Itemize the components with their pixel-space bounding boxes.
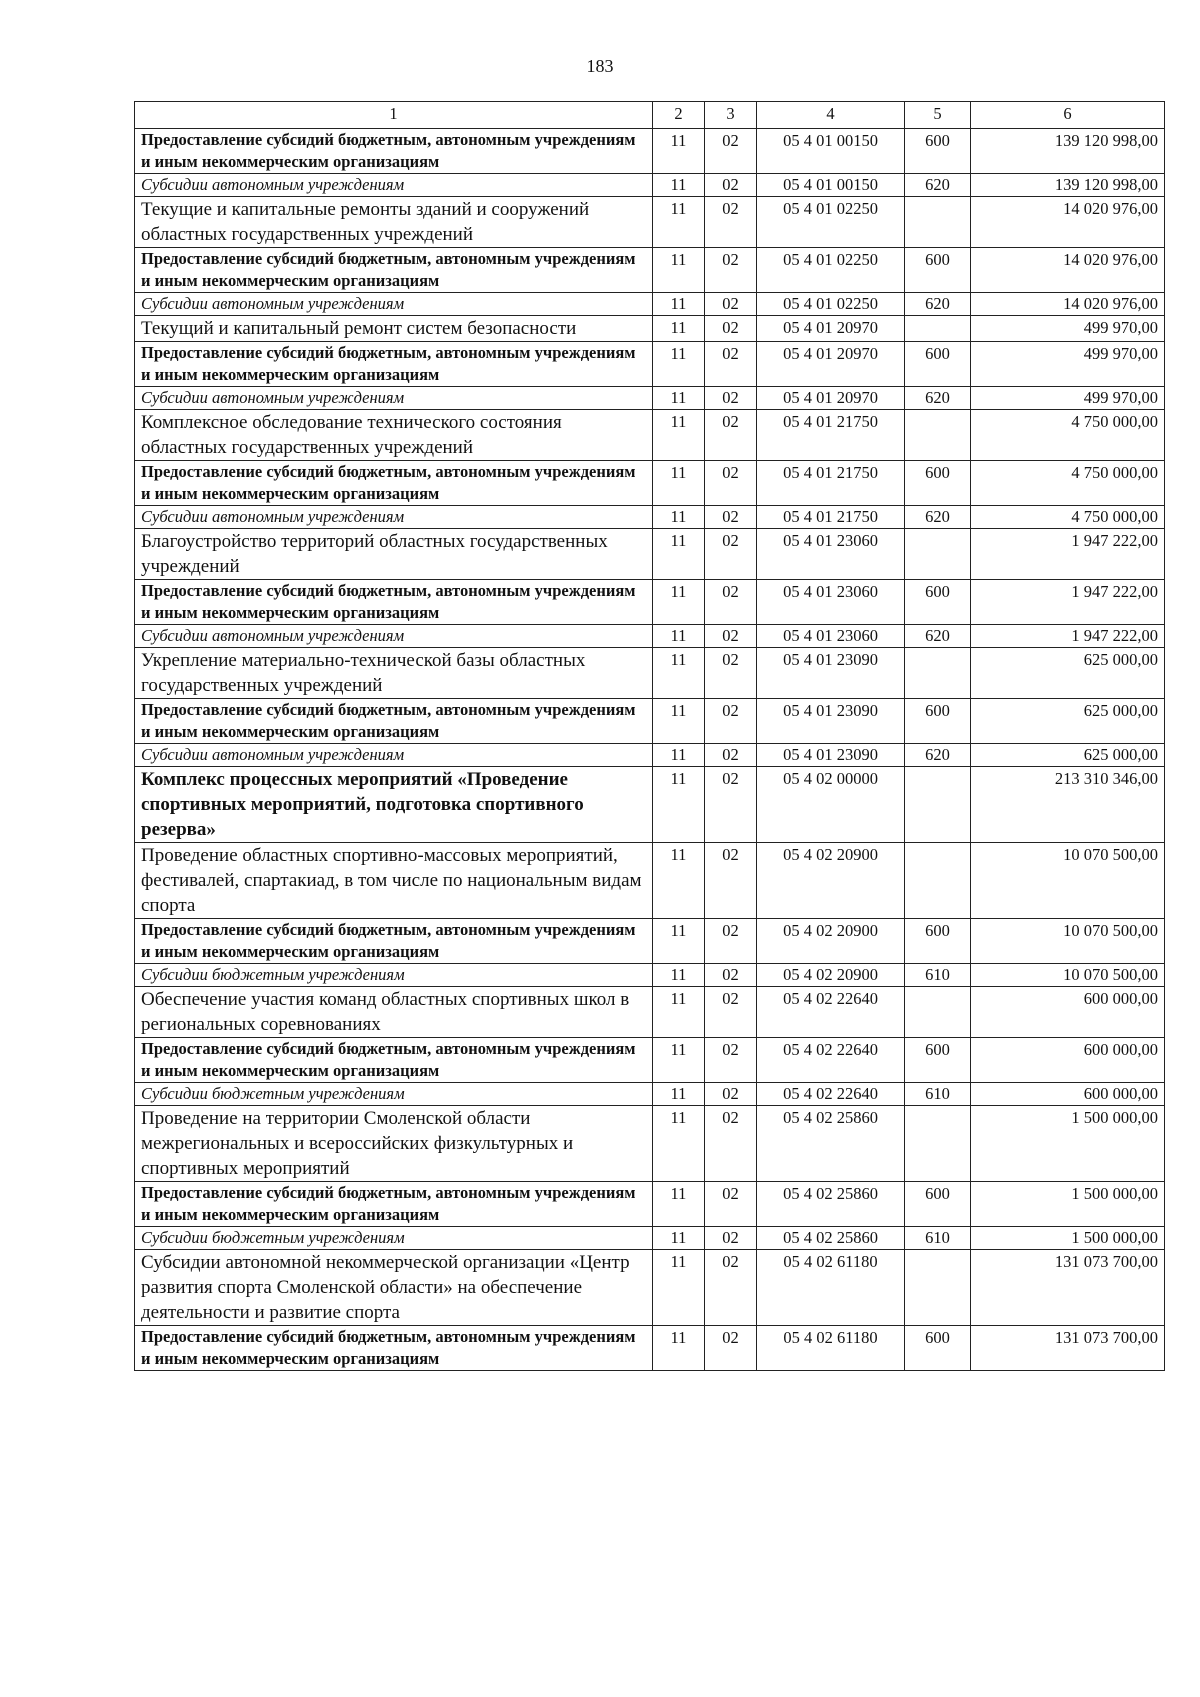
row-name-cell: Субсидии бюджетным учреждениям — [135, 1227, 653, 1250]
row-name-cell: Предоставление субсидий бюджетным, автономным учреждениям и иным некоммерческим организациям — [135, 129, 653, 174]
table-row — [135, 1326, 1165, 1371]
subsection-cell: 02 — [705, 744, 757, 767]
subsection-cell: 02 — [705, 1106, 757, 1182]
table-row — [135, 248, 1165, 293]
section-cell: 11 — [653, 387, 705, 410]
expense-type-cell: 600 — [905, 129, 971, 174]
amount-cell: 139 120 998,00 — [971, 174, 1165, 197]
expense-type-cell: 620 — [905, 387, 971, 410]
section-cell: 11 — [653, 1038, 705, 1083]
section-cell: 11 — [653, 1326, 705, 1371]
subsection-cell: 02 — [705, 767, 757, 843]
subsection-cell: 02 — [705, 461, 757, 506]
expense-type-cell: 600 — [905, 461, 971, 506]
column-header: 1 — [135, 102, 653, 129]
target-code-cell: 05 4 01 23090 — [757, 699, 905, 744]
target-code-cell: 05 4 02 22640 — [757, 1083, 905, 1106]
section-cell: 11 — [653, 174, 705, 197]
amount-cell: 14 020 976,00 — [971, 293, 1165, 316]
table-row — [135, 987, 1165, 1038]
subsection-cell: 02 — [705, 964, 757, 987]
table-row — [135, 1250, 1165, 1326]
target-code-cell: 05 4 02 22640 — [757, 1038, 905, 1083]
amount-cell: 1 947 222,00 — [971, 580, 1165, 625]
row-name-cell: Укрепление материально-технической базы областных государственных учреждений — [135, 648, 653, 699]
row-name-cell: Субсидии автономной некоммерческой организации «Центр развития спорта Смоленской области» на обеспечение деятельности и развитие спорта — [135, 1250, 653, 1326]
subsection-cell: 02 — [705, 648, 757, 699]
expense-type-cell: 600 — [905, 1326, 971, 1371]
target-code-cell: 05 4 01 23060 — [757, 529, 905, 580]
expense-type-cell: 600 — [905, 580, 971, 625]
section-cell: 11 — [653, 843, 705, 919]
target-code-cell: 05 4 01 21750 — [757, 461, 905, 506]
table-row — [135, 1182, 1165, 1227]
table-row — [135, 506, 1165, 529]
target-code-cell: 05 4 02 61180 — [757, 1250, 905, 1326]
expense-type-cell: 600 — [905, 919, 971, 964]
target-code-cell: 05 4 02 25860 — [757, 1106, 905, 1182]
expense-type-cell — [905, 1250, 971, 1326]
header-row — [135, 102, 1165, 129]
amount-cell: 131 073 700,00 — [971, 1250, 1165, 1326]
target-code-cell: 05 4 01 20970 — [757, 342, 905, 387]
amount-cell: 14 020 976,00 — [971, 197, 1165, 248]
target-code-cell: 05 4 01 20970 — [757, 316, 905, 342]
row-name-cell: Предоставление субсидий бюджетным, автономным учреждениям и иным некоммерческим организациям — [135, 342, 653, 387]
table-row — [135, 843, 1165, 919]
amount-cell: 131 073 700,00 — [971, 1326, 1165, 1371]
row-name-cell: Предоставление субсидий бюджетным, автономным учреждениям и иным некоммерческим организациям — [135, 580, 653, 625]
section-cell: 11 — [653, 197, 705, 248]
subsection-cell: 02 — [705, 316, 757, 342]
target-code-cell: 05 4 02 20900 — [757, 964, 905, 987]
table-row — [135, 529, 1165, 580]
subsection-cell: 02 — [705, 843, 757, 919]
subsection-cell: 02 — [705, 174, 757, 197]
target-code-cell: 05 4 01 23060 — [757, 625, 905, 648]
table-row — [135, 964, 1165, 987]
section-cell: 11 — [653, 625, 705, 648]
target-code-cell: 05 4 02 25860 — [757, 1182, 905, 1227]
section-cell: 11 — [653, 964, 705, 987]
target-code-cell: 05 4 02 20900 — [757, 843, 905, 919]
expense-type-cell: 610 — [905, 964, 971, 987]
table-row — [135, 342, 1165, 387]
expense-type-cell: 600 — [905, 248, 971, 293]
amount-cell: 625 000,00 — [971, 744, 1165, 767]
amount-cell: 139 120 998,00 — [971, 129, 1165, 174]
target-code-cell: 05 4 01 23090 — [757, 648, 905, 699]
expense-type-cell — [905, 767, 971, 843]
page-number: 183 — [586, 56, 614, 76]
subsection-cell: 02 — [705, 1182, 757, 1227]
section-cell: 11 — [653, 1182, 705, 1227]
table-body — [135, 129, 1165, 1371]
row-name-cell: Субсидии автономным учреждениям — [135, 387, 653, 410]
target-code-cell: 05 4 01 02250 — [757, 248, 905, 293]
amount-cell: 1 500 000,00 — [971, 1182, 1165, 1227]
table-row — [135, 919, 1165, 964]
subsection-cell: 02 — [705, 1250, 757, 1326]
table-row — [135, 580, 1165, 625]
subsection-cell: 02 — [705, 987, 757, 1038]
table-row — [135, 1038, 1165, 1083]
row-name-cell: Субсидии автономным учреждениям — [135, 744, 653, 767]
table-row — [135, 387, 1165, 410]
target-code-cell: 05 4 01 23090 — [757, 744, 905, 767]
row-name-cell: Текущие и капитальные ремонты зданий и сооружений областных государственных учреждений — [135, 197, 653, 248]
subsection-cell: 02 — [705, 197, 757, 248]
row-name-cell: Благоустройство территорий областных государственных учреждений — [135, 529, 653, 580]
amount-cell: 14 020 976,00 — [971, 248, 1165, 293]
row-name-cell: Проведение на территории Смоленской области межрегиональных и всероссийских физкультурных и спортивных мероприятий — [135, 1106, 653, 1182]
amount-cell: 625 000,00 — [971, 699, 1165, 744]
subsection-cell: 02 — [705, 387, 757, 410]
subsection-cell: 02 — [705, 529, 757, 580]
table-row — [135, 293, 1165, 316]
amount-cell: 499 970,00 — [971, 316, 1165, 342]
row-name-cell: Субсидии автономным учреждениям — [135, 174, 653, 197]
expense-type-cell: 620 — [905, 293, 971, 316]
expense-type-cell: 620 — [905, 625, 971, 648]
amount-cell: 1 947 222,00 — [971, 625, 1165, 648]
expense-type-cell — [905, 843, 971, 919]
row-name-cell: Предоставление субсидий бюджетным, автономным учреждениям и иным некоммерческим организациям — [135, 1038, 653, 1083]
section-cell: 11 — [653, 293, 705, 316]
subsection-cell: 02 — [705, 506, 757, 529]
table-row — [135, 129, 1165, 174]
target-code-cell: 05 4 01 02250 — [757, 293, 905, 316]
expense-type-cell: 600 — [905, 1038, 971, 1083]
section-cell: 11 — [653, 919, 705, 964]
row-name-cell: Предоставление субсидий бюджетным, автономным учреждениям и иным некоммерческим организациям — [135, 919, 653, 964]
subsection-cell: 02 — [705, 342, 757, 387]
target-code-cell: 05 4 01 21750 — [757, 506, 905, 529]
section-cell: 11 — [653, 1106, 705, 1182]
table-row — [135, 1227, 1165, 1250]
target-code-cell: 05 4 02 61180 — [757, 1326, 905, 1371]
section-cell: 11 — [653, 648, 705, 699]
table-row — [135, 744, 1165, 767]
amount-cell: 600 000,00 — [971, 987, 1165, 1038]
amount-cell: 10 070 500,00 — [971, 843, 1165, 919]
section-cell: 11 — [653, 1250, 705, 1326]
target-code-cell: 05 4 02 22640 — [757, 987, 905, 1038]
row-name-cell: Предоставление субсидий бюджетным, автономным учреждениям и иным некоммерческим организациям — [135, 1182, 653, 1227]
table-row — [135, 461, 1165, 506]
row-name-cell: Предоставление субсидий бюджетным, автономным учреждениям и иным некоммерческим организациям — [135, 699, 653, 744]
subsection-cell: 02 — [705, 699, 757, 744]
row-name-cell: Субсидии автономным учреждениям — [135, 293, 653, 316]
amount-cell: 4 750 000,00 — [971, 461, 1165, 506]
table-row — [135, 699, 1165, 744]
expense-type-cell: 600 — [905, 342, 971, 387]
section-cell: 11 — [653, 129, 705, 174]
subsection-cell: 02 — [705, 1038, 757, 1083]
expense-type-cell: 610 — [905, 1227, 971, 1250]
expense-type-cell — [905, 648, 971, 699]
amount-cell: 600 000,00 — [971, 1038, 1165, 1083]
subsection-cell: 02 — [705, 919, 757, 964]
expense-type-cell: 620 — [905, 744, 971, 767]
amount-cell: 600 000,00 — [971, 1083, 1165, 1106]
expense-type-cell — [905, 410, 971, 461]
row-name-cell: Субсидии бюджетным учреждениям — [135, 1083, 653, 1106]
expense-type-cell — [905, 197, 971, 248]
expense-type-cell — [905, 987, 971, 1038]
amount-cell: 1 500 000,00 — [971, 1106, 1165, 1182]
column-header: 6 — [971, 102, 1165, 129]
subsection-cell: 02 — [705, 625, 757, 648]
target-code-cell: 05 4 01 23060 — [757, 580, 905, 625]
subsection-cell: 02 — [705, 580, 757, 625]
section-cell: 11 — [653, 1083, 705, 1106]
amount-cell: 1 947 222,00 — [971, 529, 1165, 580]
target-code-cell: 05 4 01 20970 — [757, 387, 905, 410]
subsection-cell: 02 — [705, 1227, 757, 1250]
amount-cell: 10 070 500,00 — [971, 919, 1165, 964]
row-name-cell: Предоставление субсидий бюджетным, автономным учреждениям и иным некоммерческим организациям — [135, 248, 653, 293]
expense-type-cell: 610 — [905, 1083, 971, 1106]
subsection-cell: 02 — [705, 248, 757, 293]
subsection-cell: 02 — [705, 410, 757, 461]
target-code-cell: 05 4 01 00150 — [757, 129, 905, 174]
expense-type-cell: 600 — [905, 699, 971, 744]
amount-cell: 625 000,00 — [971, 648, 1165, 699]
amount-cell: 499 970,00 — [971, 342, 1165, 387]
subsection-cell: 02 — [705, 293, 757, 316]
table-row — [135, 767, 1165, 843]
table-row — [135, 316, 1165, 342]
column-header: 5 — [905, 102, 971, 129]
section-cell: 11 — [653, 529, 705, 580]
target-code-cell: 05 4 02 00000 — [757, 767, 905, 843]
table-row — [135, 1083, 1165, 1106]
column-header: 3 — [705, 102, 757, 129]
section-cell: 11 — [653, 248, 705, 293]
column-header: 4 — [757, 102, 905, 129]
row-name-cell: Комплекс процессных мероприятий «Проведение спортивных мероприятий, подготовка спортивного резерва» — [135, 767, 653, 843]
amount-cell: 4 750 000,00 — [971, 506, 1165, 529]
section-cell: 11 — [653, 461, 705, 506]
target-code-cell: 05 4 02 20900 — [757, 919, 905, 964]
row-name-cell: Комплексное обследование технического состояния областных государственных учреждений — [135, 410, 653, 461]
row-name-cell: Субсидии бюджетным учреждениям — [135, 964, 653, 987]
target-code-cell: 05 4 01 02250 — [757, 197, 905, 248]
expense-type-cell — [905, 529, 971, 580]
amount-cell: 10 070 500,00 — [971, 964, 1165, 987]
section-cell: 11 — [653, 744, 705, 767]
row-name-cell: Обеспечение участия команд областных спортивных школ в региональных соревнованиях — [135, 987, 653, 1038]
section-cell: 11 — [653, 699, 705, 744]
table-row — [135, 625, 1165, 648]
row-name-cell: Предоставление субсидий бюджетным, автономным учреждениям и иным некоммерческим организациям — [135, 1326, 653, 1371]
section-cell: 11 — [653, 316, 705, 342]
row-name-cell: Текущий и капитальный ремонт систем безопасности — [135, 316, 653, 342]
subsection-cell: 02 — [705, 1083, 757, 1106]
section-cell: 11 — [653, 1227, 705, 1250]
row-name-cell: Субсидии автономным учреждениям — [135, 506, 653, 529]
table-row — [135, 410, 1165, 461]
target-code-cell: 05 4 02 25860 — [757, 1227, 905, 1250]
table-row — [135, 1106, 1165, 1182]
table-row — [135, 648, 1165, 699]
expense-type-cell: 600 — [905, 1182, 971, 1227]
amount-cell: 499 970,00 — [971, 387, 1165, 410]
section-cell: 11 — [653, 580, 705, 625]
section-cell: 11 — [653, 767, 705, 843]
section-cell: 11 — [653, 506, 705, 529]
budget-table — [134, 101, 1165, 1371]
row-name-cell: Проведение областных спортивно-массовых мероприятий, фестивалей, спартакиад, в том числе по национальным видам спорта — [135, 843, 653, 919]
column-header: 2 — [653, 102, 705, 129]
expense-type-cell — [905, 316, 971, 342]
expense-type-cell: 620 — [905, 506, 971, 529]
subsection-cell: 02 — [705, 1326, 757, 1371]
amount-cell: 213 310 346,00 — [971, 767, 1165, 843]
subsection-cell: 02 — [705, 129, 757, 174]
expense-type-cell — [905, 1106, 971, 1182]
section-cell: 11 — [653, 342, 705, 387]
table-row — [135, 174, 1165, 197]
amount-cell: 4 750 000,00 — [971, 410, 1165, 461]
section-cell: 11 — [653, 410, 705, 461]
row-name-cell: Субсидии автономным учреждениям — [135, 625, 653, 648]
row-name-cell: Предоставление субсидий бюджетным, автономным учреждениям и иным некоммерческим организациям — [135, 461, 653, 506]
amount-cell: 1 500 000,00 — [971, 1227, 1165, 1250]
table-row — [135, 197, 1165, 248]
target-code-cell: 05 4 01 21750 — [757, 410, 905, 461]
target-code-cell: 05 4 01 00150 — [757, 174, 905, 197]
table-header — [135, 102, 1165, 129]
section-cell: 11 — [653, 987, 705, 1038]
expense-type-cell: 620 — [905, 174, 971, 197]
